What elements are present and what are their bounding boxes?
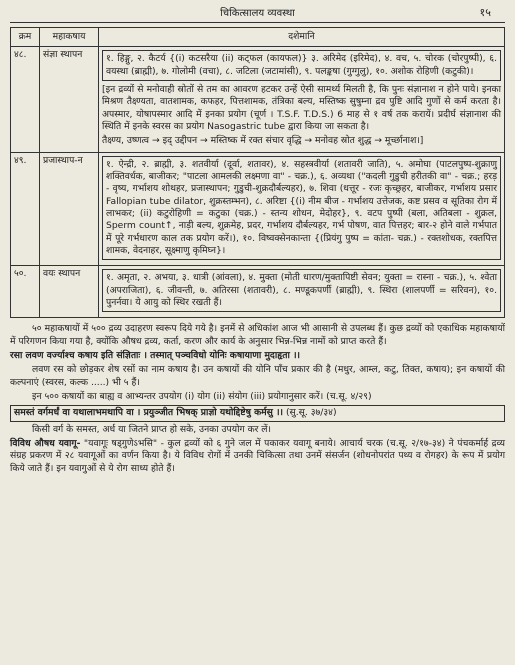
verse-box: [10, 405, 505, 421]
page-header: [10, 6, 505, 23]
table-row: [11, 47, 505, 152]
explanation-paragraph: [इन द्रव्यों से मनोवाही स्रोतों से तम का आवरण हटकर उन्हें ऐसी सामर्थ्य मिलती है, कि पुनः संज्ञानाश न होने पाये। इनका मिश्रण तैक्ष्ण्यता, वातशामक, कफहर, पित्तशामक, तंत्रिका बल्य, मस्तिष्क सुषुम्ना द्रव पुष्टि आदि गुणों से कर्म करता है। अपस्मार, योषापस्मार आदि में इनका प्रयोग (चूर्ण । T.S.F. T.D.S.) 6 माह से १ वर्ष तक करायें। प्रदीर्घ संज्ञानाश की स्थिति में इनके स्वरस का प्रयोग Nasogastric tube द्वारा किया जा सकता है।: [102, 83, 501, 132]
header-number: क्रम: [11, 28, 40, 47]
mechanism-flow: तैक्ष्ण्य, उष्णत्व → इद् उद्दीपन → मस्तिष्क में रक्त संचार वृद्धि → मनोवह स्रोत शुद्ध → मूर्च्छानाश।]: [102, 135, 424, 147]
sanskrit-verse: रसा लवण वर्ज्याश्च कषाय इति संज्ञिताः । तस्मात् पञ्चविधो योनिः कषायाणा मुदाहृता ।।: [10, 349, 301, 361]
row-name: प्रजास्थाप-न: [40, 152, 99, 266]
body-text: [10, 323, 505, 475]
herb-list-box: १. हिङ्गु, २. कैटर्य {(i) कटसरैया (ii) कट्फल (कायफल)} ३. अरिमेद (इरिमेद), ४. वच, ५. चोरक (चोरपुष्पी), ६. वयस्था (ब्राह्मी), ७. गोलोमी (वचा), ८. जटिला (जटामांसी), ९. पलङ्कषा (गुग्गुलु), १०. अशोक रोहिणी (कटुकी)।: [102, 50, 501, 81]
header-mahakashaya: महाकषाय: [40, 28, 99, 47]
mahakashaya-table: [10, 27, 505, 318]
verse-reference: (सु.सू. ३७/३४): [285, 407, 337, 419]
page-number: १५: [479, 6, 491, 19]
herb-list-box: १. अमृता, २. अभया, ३. धात्री (आंवला), ४. मुक्ता (मोती धारण/मुक्तापिष्टी सेवन; युक्ता = रास्ना - चक्र.), ५. श्वेता (अपराजिता), ६. जीवन्ती, ७. अतिरसा (शतावरी), ८. मण्डूकपर्णी (ब्राह्मी), ९. स्थिरा (शालपर्णी = सरिवन), १०. पुनर्नवा। ये आयु को स्थिर रखती हैं।: [102, 269, 501, 312]
header-dashemani: दशेमानि: [99, 28, 505, 47]
row-content: [99, 266, 505, 318]
table-row: [11, 152, 505, 266]
paragraph: इन ५०० कषायों का बाह्य व आभ्यन्तर उपयोग (i) योग (ii) संयोग (iii) प्रयोगानुसार करें। (च.सू. ४/२९): [32, 390, 372, 402]
section-lead: विविध औषध यवागू-: [10, 437, 81, 449]
row-number: ४९.: [11, 152, 40, 266]
row-number: ४८.: [11, 47, 40, 152]
page-title: चिकित्सालय व्यवस्था: [220, 8, 295, 19]
paragraph: [10, 438, 505, 475]
row-number: ५०.: [11, 266, 40, 318]
table-row: [11, 266, 505, 318]
paragraph: किसी वर्ग के समस्त, अर्ध या जितने प्राप्त हो सके, उनका उपयोग कर लें।: [32, 423, 272, 435]
paragraph: ५० महाकषायों में ५०० द्रव्य उदाहरण स्वरूप दिये गये है। इनमें से अधिकांश आज भी आसानी से उपलब्ध हैं। कुछ द्रव्यों को एकाधिक महाकषायों में परिगणन किया गया है, क्योंकि औषध द्रव्य, कर्ता, करण और कार्य के अनुसार भिन्न-भिन्न नामों को प्राप्त करते हैं।: [10, 323, 505, 347]
row-name: संज्ञा स्थापन: [40, 47, 99, 152]
section-text: "यवागूः षड्गुणेऽभसि" - कुल द्रव्यों को ६ गुने जल में पकाकर यवागू बनाये। आचार्य चरक (च.सू. २/१७-३४) ने पंचकर्मार्ह द्रव्य संग्रह प्रकरण में २८ यवागूओं का वर्णन किया है। ये विविध रोगों में उनकी चिकित्सा तथा उनमें संसर्जन (शोधनोपरांत पथ्य व रोगहर) के रूप में प्रयोग किये जाते हैं। इन यवागुओं से ये रोग साध्य होते हैं।: [10, 437, 506, 474]
row-content: [99, 152, 505, 266]
paragraph: लवण रस को छोड़कर शेष रसों का नाम कषाय है। उन कषायों की योनि पाँच प्रकार की है (मधुर, आम्ल, कटु, तिक्त, कषाय); इन कषायों की कल्पनाएं (स्वरस, कल्क .....) भी ५ हैं।: [10, 364, 505, 388]
row-content: [99, 47, 505, 152]
sanskrit-verse: समस्तं वर्गमर्धं वा यथालाभमथापि वा । प्रयुञ्जीत भिषक् प्राज्ञो यथोद्दिष्टेषु कर्मसु ।।: [14, 407, 284, 419]
table-header-row: [11, 28, 505, 47]
row-name: वयः स्थापन: [40, 266, 99, 318]
herb-list-box: १. ऐन्द्री, २. ब्राह्मी, ३. शतवीर्या (दूर्वा, शतावर), ४. सहस्त्रवीर्या (शतावरी जाति), ५. अमोघा (पाटलपुष्प-शुक्राणु शक्तिवर्धक, बाजीकर; "पाटला आमलकी लक्ष्मणा वा" - चक्र.), ६. अव्यथा ("कदली गुडुची हरीतकी वा" - चक्र.; हरड़ - वृष्य, गर्भाशय शोथहर, प्रजास्थापन; गुडुची-शुक्रदौर्बल्यहर), ७. शिवा (धत्तूर - रजः कृच्छ्रहर, बाजीकर, गर्भाशय प्रसार Fallopian tube dilator, शुक्रस्तम्भन), ८. अरिष्टा {(i) नीम बीज - गर्भाशय उत्तेजक, कष्ट प्रसव व सूतिका रोग में लाभकर; (ii) कटुरोहिणी = कटुका (चक्र.) - स्तन्य शोधन, मेदोहर}, ९. वटप पुष्पी (बला, अतिबला - शुक्रल, Sperm count↑, नाड़ी बल्य, शुक्रमेह, प्रदर, गर्भाशय दौर्बल्यहर, गर्भ पोषण, वात पित्तहर; बार-२ होने वाले गर्भपात में पूरे गर्भधारण काल तक प्रयोग करें।), १०. विष्वक्सेनकान्ता {(प्रियंगु पुष्प = कांता- चक्र.) - रक्तशोधक, रक्तपित्त शामक, वेदनाहर, सूक्ष्माणु कृमिघ्न}।: [102, 156, 501, 261]
